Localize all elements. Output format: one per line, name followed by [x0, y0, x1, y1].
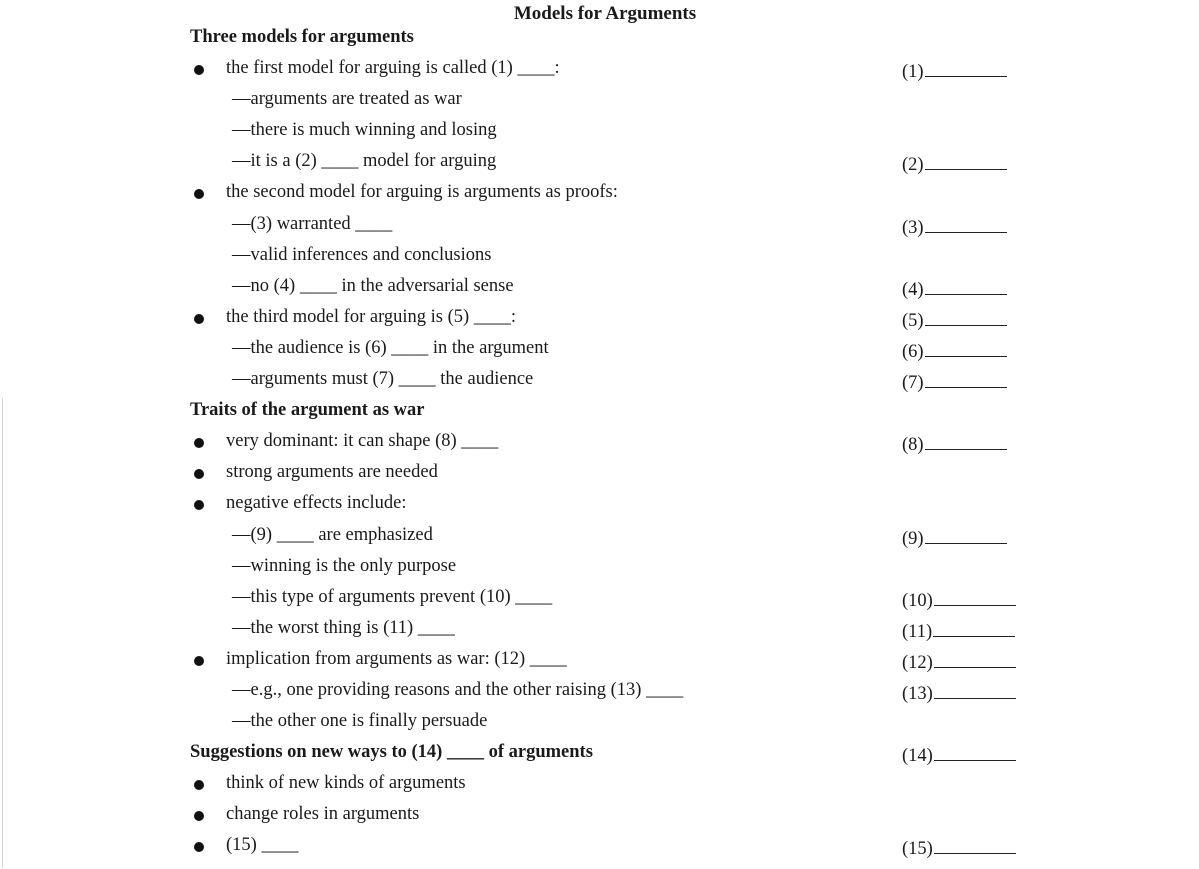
bullet-icon — [194, 656, 204, 666]
bullet-icon — [194, 500, 204, 510]
answer-blank[interactable] — [902, 276, 1007, 301]
bullet-icon — [194, 469, 204, 479]
bullet-icon — [194, 811, 204, 821]
answer-label: (11) — [902, 621, 933, 642]
answer-label: (9) — [902, 528, 924, 549]
bullet-item — [0, 456, 1199, 487]
answer-label: (8) — [902, 435, 924, 456]
worksheet-body — [0, 21, 1199, 861]
item-text: —this type of arguments prevent (10) ____ — [232, 586, 553, 607]
answer-blank[interactable] — [902, 618, 1015, 643]
item-text: —there is much winning and losing — [232, 120, 497, 141]
bullet-item — [0, 829, 1199, 860]
answer-line[interactable] — [933, 618, 1015, 637]
answer-line[interactable] — [925, 307, 1007, 326]
answer-blank[interactable] — [902, 214, 1007, 239]
answer-line[interactable] — [925, 58, 1007, 77]
sub-item — [0, 239, 1199, 270]
answer-line[interactable] — [934, 587, 1016, 606]
answer-line[interactable] — [934, 680, 1016, 699]
answer-label: (6) — [902, 341, 924, 362]
sub-item — [0, 363, 1199, 394]
item-text: the third model for arguing is (5) ____: — [226, 306, 516, 327]
bullet-item — [0, 301, 1199, 332]
item-text: —arguments are treated as war — [232, 89, 462, 110]
answer-line[interactable] — [934, 835, 1016, 854]
item-text: implication from arguments as war: (12) ____ — [226, 648, 567, 669]
answer-line[interactable] — [925, 525, 1007, 544]
sub-item — [0, 332, 1199, 363]
answer-label: (14) — [902, 746, 933, 767]
answer-line[interactable] — [925, 276, 1007, 295]
section-heading — [0, 736, 1199, 767]
answer-blank[interactable] — [902, 680, 1016, 705]
item-text: Traits of the argument as war — [190, 400, 425, 421]
page-title: Models for Arguments — [513, 3, 697, 24]
answer-line[interactable] — [934, 649, 1016, 668]
answer-blank[interactable] — [902, 525, 1007, 550]
bullet-item — [0, 487, 1199, 518]
answer-label: (13) — [902, 683, 933, 704]
sub-item — [0, 705, 1199, 736]
bullet-item — [0, 52, 1199, 83]
answer-label: (10) — [902, 590, 933, 611]
answer-blank[interactable] — [902, 58, 1007, 83]
item-text: —the worst thing is (11) ____ — [232, 617, 455, 638]
answer-blank[interactable] — [902, 587, 1016, 612]
answer-label: (3) — [902, 217, 924, 238]
bullet-item — [0, 798, 1199, 829]
item-text: Three models for arguments — [190, 27, 414, 47]
answer-blank[interactable] — [902, 835, 1016, 860]
answer-blank[interactable] — [902, 649, 1016, 674]
bullet-item — [0, 176, 1199, 207]
item-text: —the audience is (6) ____ in the argument — [232, 337, 549, 358]
bullet-item — [0, 643, 1199, 674]
sub-item — [0, 114, 1199, 145]
answer-label: (1) — [902, 62, 924, 83]
answer-label: (2) — [902, 155, 924, 176]
answer-line[interactable] — [925, 369, 1007, 388]
answer-blank[interactable] — [902, 742, 1016, 767]
answer-line[interactable] — [925, 338, 1007, 357]
sub-item — [0, 519, 1199, 550]
section-heading — [0, 21, 1199, 52]
answer-label: (5) — [902, 310, 924, 331]
item-text: —winning is the only purpose — [232, 555, 457, 576]
sub-item — [0, 83, 1199, 114]
answer-label: (7) — [902, 373, 924, 394]
answer-line[interactable] — [925, 431, 1007, 450]
answer-label: (12) — [902, 652, 933, 673]
item-text: the second model for arguing is arguments as proofs: — [226, 182, 618, 203]
bullet-icon — [194, 65, 204, 75]
sub-item — [0, 581, 1199, 612]
item-text: —no (4) ____ in the adversarial sense — [232, 275, 514, 296]
bullet-item — [0, 767, 1199, 798]
answer-blank[interactable] — [902, 369, 1007, 394]
item-text: negative effects include: — [226, 493, 407, 514]
bullet-icon — [194, 438, 204, 448]
answer-blank[interactable] — [902, 431, 1007, 456]
item-text: —(9) ____ are emphasized — [232, 524, 433, 545]
item-text: —valid inferences and conclusions — [232, 244, 492, 265]
bullet-item — [0, 425, 1199, 456]
bullet-icon — [194, 314, 204, 324]
answer-label: (15) — [902, 839, 933, 860]
section-heading — [0, 394, 1199, 425]
item-text: the first model for arguing is called (1) ____: — [226, 58, 560, 79]
item-text: —(3) warranted ____ — [232, 213, 393, 234]
sub-item — [0, 208, 1199, 239]
answer-blank[interactable] — [902, 151, 1007, 176]
sub-item — [0, 145, 1199, 176]
sub-item — [0, 674, 1199, 705]
answer-blank[interactable] — [902, 338, 1007, 363]
item-text: —arguments must (7) ____ the audience — [232, 369, 534, 390]
answer-blank[interactable] — [902, 307, 1007, 332]
item-text: change roles in arguments — [226, 804, 420, 825]
answer-line[interactable] — [925, 151, 1007, 170]
answer-label: (4) — [902, 279, 924, 300]
item-text: —the other one is finally persuade — [232, 711, 488, 732]
sub-item — [0, 550, 1199, 581]
item-text: strong arguments are needed — [226, 462, 438, 483]
item-text: think of new kinds of arguments — [226, 773, 466, 794]
bullet-icon — [194, 842, 204, 852]
answer-line[interactable] — [925, 214, 1007, 233]
sub-item — [0, 612, 1199, 643]
answer-line[interactable] — [934, 742, 1016, 761]
item-text: Suggestions on new ways to (14) ____ of arguments — [190, 742, 593, 763]
item-text: —it is a (2) ____ model for arguing — [232, 151, 497, 172]
sub-item — [0, 270, 1199, 301]
item-text: very dominant: it can shape (8) ____ — [226, 431, 499, 452]
bullet-icon — [194, 189, 204, 199]
item-text: —e.g., one providing reasons and the other raising (13) ____ — [232, 679, 684, 700]
bullet-icon — [194, 780, 204, 790]
item-text: (15) ____ — [226, 835, 299, 856]
